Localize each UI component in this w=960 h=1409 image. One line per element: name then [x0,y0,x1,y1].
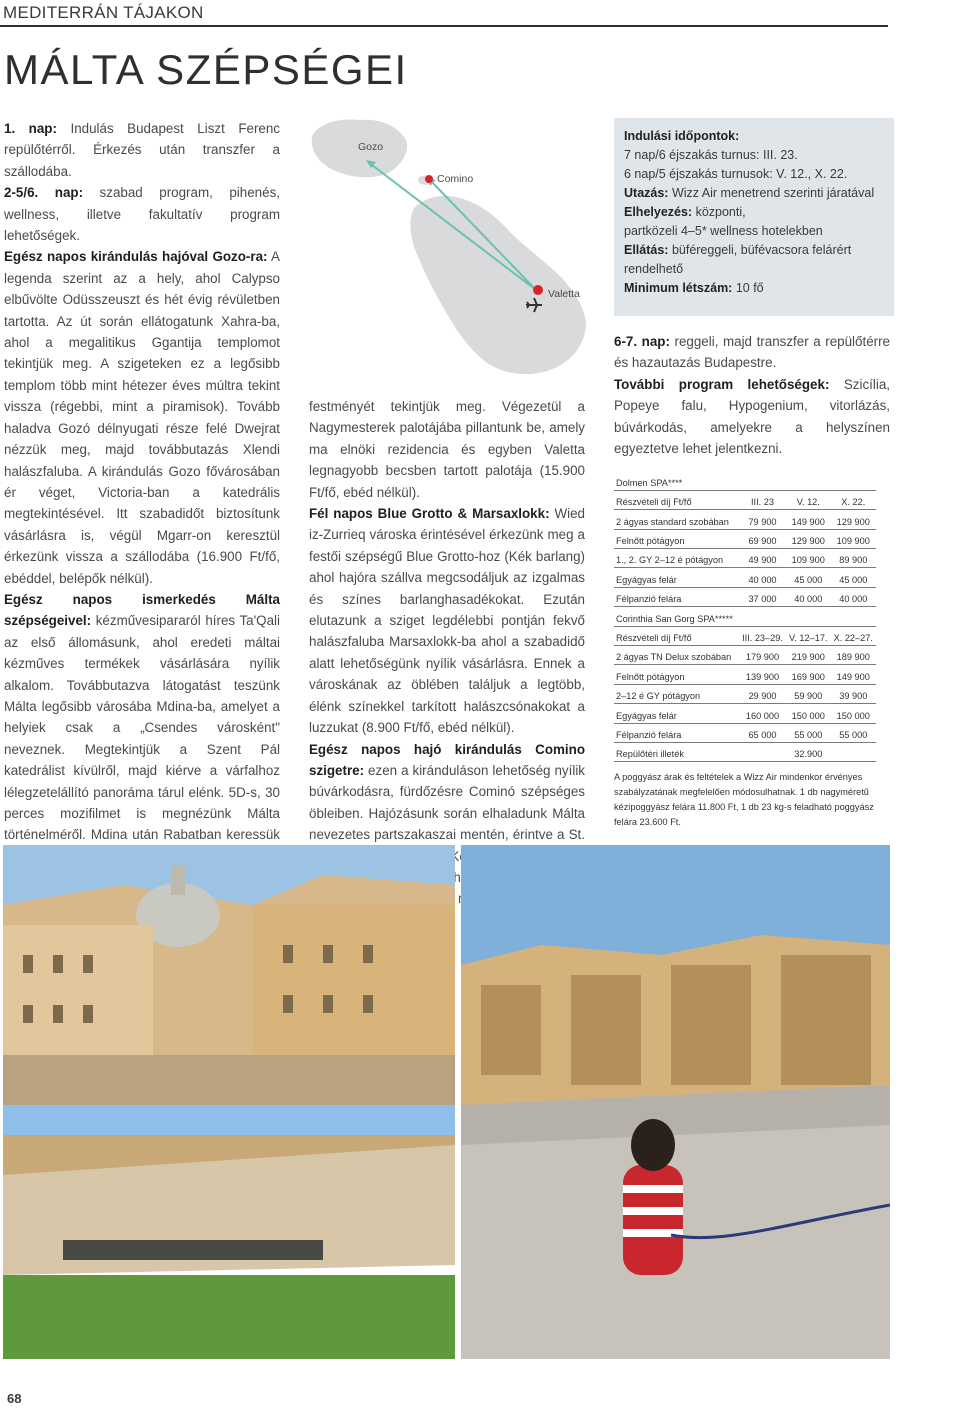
price-cell: 89 900 [831,549,876,568]
price-table [614,471,876,762]
extra-programs-paragraph [614,374,890,460]
price-cell: X. 22. [831,490,876,509]
price-cell: 65 000 [739,723,786,742]
day-6-7-text: reggeli, majd transzfer a repülőtérre és hazautazás Budapestre. [614,334,891,371]
price-cell: 109 900 [786,549,831,568]
day-2-text: szabad program, pihenés, wellness, illetve fakultatív program lehetőségek. [4,185,280,244]
price-row [614,704,876,723]
malta-tour-lead: Egész napos ismerkedés Málta szépségeivel: [4,591,280,629]
price-cell: 79 900 [739,510,786,529]
gozo-trip-text: A legenda szerint az a hely, ahol Calypso elbűvölte Odüsszeuszt és hét évig révületben tartotta. Az út során ellátogatunk Xahra-ba, ahol a megalitikus Ggantija templomot tekintjük meg. A szigeteken ez a legősibb templom több mint hétezer éves múltra tekint vissza (régebbi, mint a piramisok). Tovább haladva Gozó délnyugati része felé Dwejrat nézzük meg, majd továbbutazás Xlendi halászfaluba. A kirándulás Gozo fővárosában ér véget, Victoria-ban a katedrális megtekintésével. Itt szabadidőt biztosítunk vásárlásra is, végül Mgarr-on keresztül érkezünk vissza a szállodába (16.900 Ft/fő, ebéddel, belépők nélkül). [4,249,280,586]
price-cell: 149 900 [831,665,876,684]
tour-continued-paragraph: festményét tekintjük meg. Végezetül a Nagymesterek palotájába pillantunk be, amely ma elnöki rezidencia és egyben Valetta legnagyobb becsben tartott palotája (15.900 Ft/fő, ebéd nélkül). [309,399,585,500]
photo-valletta-square-and-harbour [3,845,455,1359]
price-cell: III. 23–29. [739,626,786,645]
extra-programs-text: Szicília, Popeye falu, Hypogenium, vitorlázás, búvárkodás, amelyekre a helyszínen egyeztetve lehet jelentkezni. [614,376,890,457]
gozo-trip-lead: Egész napos kirándulás hajóval Gozo-ra: [4,249,268,265]
airport-fee-value: 32.900 [786,742,831,761]
malta-map [306,112,596,388]
price-row [614,568,876,587]
location-marker-icon [533,285,543,295]
day-1-lead: 1. nap: [4,121,57,136]
day-6-7-lead: 6-7. nap: [614,334,670,349]
travel-line [624,184,884,203]
day-6-7-paragraph [614,331,890,374]
blue-grotto-paragraph [309,503,585,738]
price-cell: 45 000 [786,568,831,587]
departure-line-1: 7 nap/6 éjszakás turnus: III. 23. [624,148,798,162]
price-table-area [614,471,890,830]
price-cell: 40 000 [831,587,876,606]
price-cell: III. 23 [739,490,786,509]
board-label: Ellátás: [624,243,669,257]
photo-valletta-rooftops-and-dog [461,845,890,1359]
price-cell: 40 000 [786,587,831,606]
board-line [624,241,884,260]
price-row-label: Félpanzió felára [614,723,739,742]
baggage-note: A poggyász árak és feltételek a Wizz Air mindenkor érvényes szabályzatának megfelelően módosulhatnak. 1 db nagyméretű kézipoggyász felára 11.800 Ft, 1 db 23 kg-s feladható poggyász felára 23.600 Ft. [614,772,874,828]
price-header-row [614,490,876,509]
price-row [614,587,876,606]
price-row-label: Felnőtt pótágyon [614,665,739,684]
price-row [614,549,876,568]
price-row-label: 2 ágyas TN Delux szobában [614,646,739,665]
price-cell: 55 000 [831,723,876,742]
airport-fee-label: Repülőtéri illeték [614,742,786,761]
price-cell: 219 900 [786,646,831,665]
price-cell: 189 900 [831,646,876,665]
price-cell: 129 900 [831,510,876,529]
price-cell: 49 900 [739,549,786,568]
price-cell: 45 000 [831,568,876,587]
price-cell: 69 900 [739,529,786,548]
malta-island [410,196,586,374]
price-cell: 150 000 [786,704,831,723]
price-row [614,529,876,548]
location-marker-icon [425,175,433,183]
price-cell: 29 900 [739,684,786,703]
price-row-label: Részvételi díj Ft/fő [614,626,739,645]
gozo-trip-paragraph [4,246,280,589]
map-label-gozo: Gozo [358,141,384,153]
travel-value: Wizz Air menetrend szerinti járatával [668,186,875,200]
price-cell: X. 22–27. [831,626,876,645]
day-1-paragraph [4,118,280,182]
airport-fee-row [614,742,876,761]
empty-cell [831,742,876,761]
blue-grotto-lead: Fél napos Blue Grotto & Marsaxlokk: [309,506,550,522]
map-label-comino: Comino [437,173,474,185]
min-participants-line [624,279,884,298]
page-title: MÁLTA SZÉPSÉGEI [4,46,408,93]
min-participants-value: 10 fő [732,281,764,295]
trip-info-box [614,118,894,316]
day-1-text: Indulás Budapest Liszt Ferenc repülőtérről. Érkezés után transzfer a szállodába. [4,121,280,179]
price-cell: 150 000 [831,704,876,723]
price-header-row [614,626,876,645]
blue-grotto-text: Wied iz-Zurrieq városka érintésével érkezünk meg a festői szépségű Blue Grotto-hoz (Kék barlang) ahol hajóra szállva megcsodáljuk az izgalmas és színes barlanghasadékokat. Ezután elutazunk a sziget legdélebbi pontján fekvő halászfaluba Marsaxlokk-ba ahol a szabadidő alatt lehetőségünk nyílik vásárlásra. Ennek a városkának az öblében találjuk a legtöbb, élénk színekkel tarkított halászcsónakokat a luzzukat (8.900 Ft/fő, ebéd nélkül). [309,506,585,736]
stay-line [624,203,884,222]
price-cell: 39 900 [831,684,876,703]
hotel-2-header [614,607,876,626]
map-label-valetta: Valetta [548,288,580,300]
departure-label: Indulási időpontok: [624,129,740,143]
comino-trip-lead: Egész napos hajó kirándulás Comino szigetre: [309,741,585,778]
day-2-lead: 2-5/6. nap: [4,185,84,201]
price-row [614,723,876,742]
price-cell: V. 12. [786,490,831,509]
min-participants-label: Minimum létszám: [624,281,733,295]
price-row [614,665,876,684]
stay-label: Elhelyezés: [624,205,693,219]
header-rule [0,25,888,27]
price-cell: 37 000 [739,587,786,606]
price-cell: 169 900 [786,665,831,684]
extra-programs-lead: További program lehetőségek: [614,376,830,392]
price-cell: 40 000 [739,568,786,587]
price-cell: 179 900 [739,646,786,665]
price-cell: 55 000 [786,723,831,742]
page-number: 68 [7,1391,22,1406]
hotel-1-header [614,471,876,490]
hotel-name: Dolmen SPA**** [614,471,876,490]
board-value-2: rendelhető [624,262,684,276]
price-cell: 129 900 [786,529,831,548]
itinerary-column-3 [614,331,890,459]
price-row-label: Egyágyas felár [614,568,739,587]
price-cell: 139 900 [739,665,786,684]
page-header [0,0,888,23]
price-row-label: Egyágyas felár [614,704,739,723]
price-cell: 109 900 [831,529,876,548]
stay-value: központi, [692,205,746,219]
departure-line-2: 6 nap/5 éjszakás turnusok: V. 12., X. 22. [624,167,848,181]
day-2-paragraph [4,182,280,246]
price-row-label: 1., 2. GY 2–12 é pótágyon [614,549,739,568]
price-row-label: Részvételi díj Ft/fő [614,490,739,509]
malta-tour-text: kézművesipararól híres Ta'Qali az első állomásunk, ahol eredeti máltai kézműves termékek vásárlására nyílik alkalom. Továbbutazva látogatást teszünk Málta legősibb városába Mdina-ba, amelyet a helyiek csak a „Csendes városként" neveznek. Megtekintjük a Szent Pál katedrálist kívülről, majd kiérve a várfalhoz lélegzetelállító panoráma tárul elénk. 5D-s, 30 perces mozifilmet is megnézünk Málta történelméről. Mdina után Rabatban keressük [4,613,280,843]
hotel-name: Corinthia San Gorg SPA***** [614,607,876,626]
price-row [614,684,876,703]
section-title: MEDITERRÁN TÁJAKON [3,3,204,22]
price-cell: 59 900 [786,684,831,703]
stay-value-2: partközeli 4–5* wellness hotelekben [624,224,823,238]
price-row-label: 2–12 é GY pótágyon [614,684,739,703]
price-row-label: 2 ágyas standard szobában [614,510,739,529]
price-row [614,646,876,665]
price-row-label: Félpanzió felára [614,587,739,606]
price-cell: 149 900 [786,510,831,529]
price-cell: 160 000 [739,704,786,723]
price-cell: V. 12–17. [786,626,831,645]
travel-label: Utazás: [624,186,669,200]
comino-trip-text: ezen a kiránduláson lehetőség nyílik búvárkodásra, fürdőzésre Cominó szépséges öbleiben. Hajózásunk során elhaladunk Málta nevezetes partszakaszai mentén, érintve a St. [309,762,585,843]
price-row-label: Felnőtt pótágyon [614,529,739,548]
board-value: büféreggeli, büfévacsora felárért [668,243,852,257]
price-row [614,510,876,529]
